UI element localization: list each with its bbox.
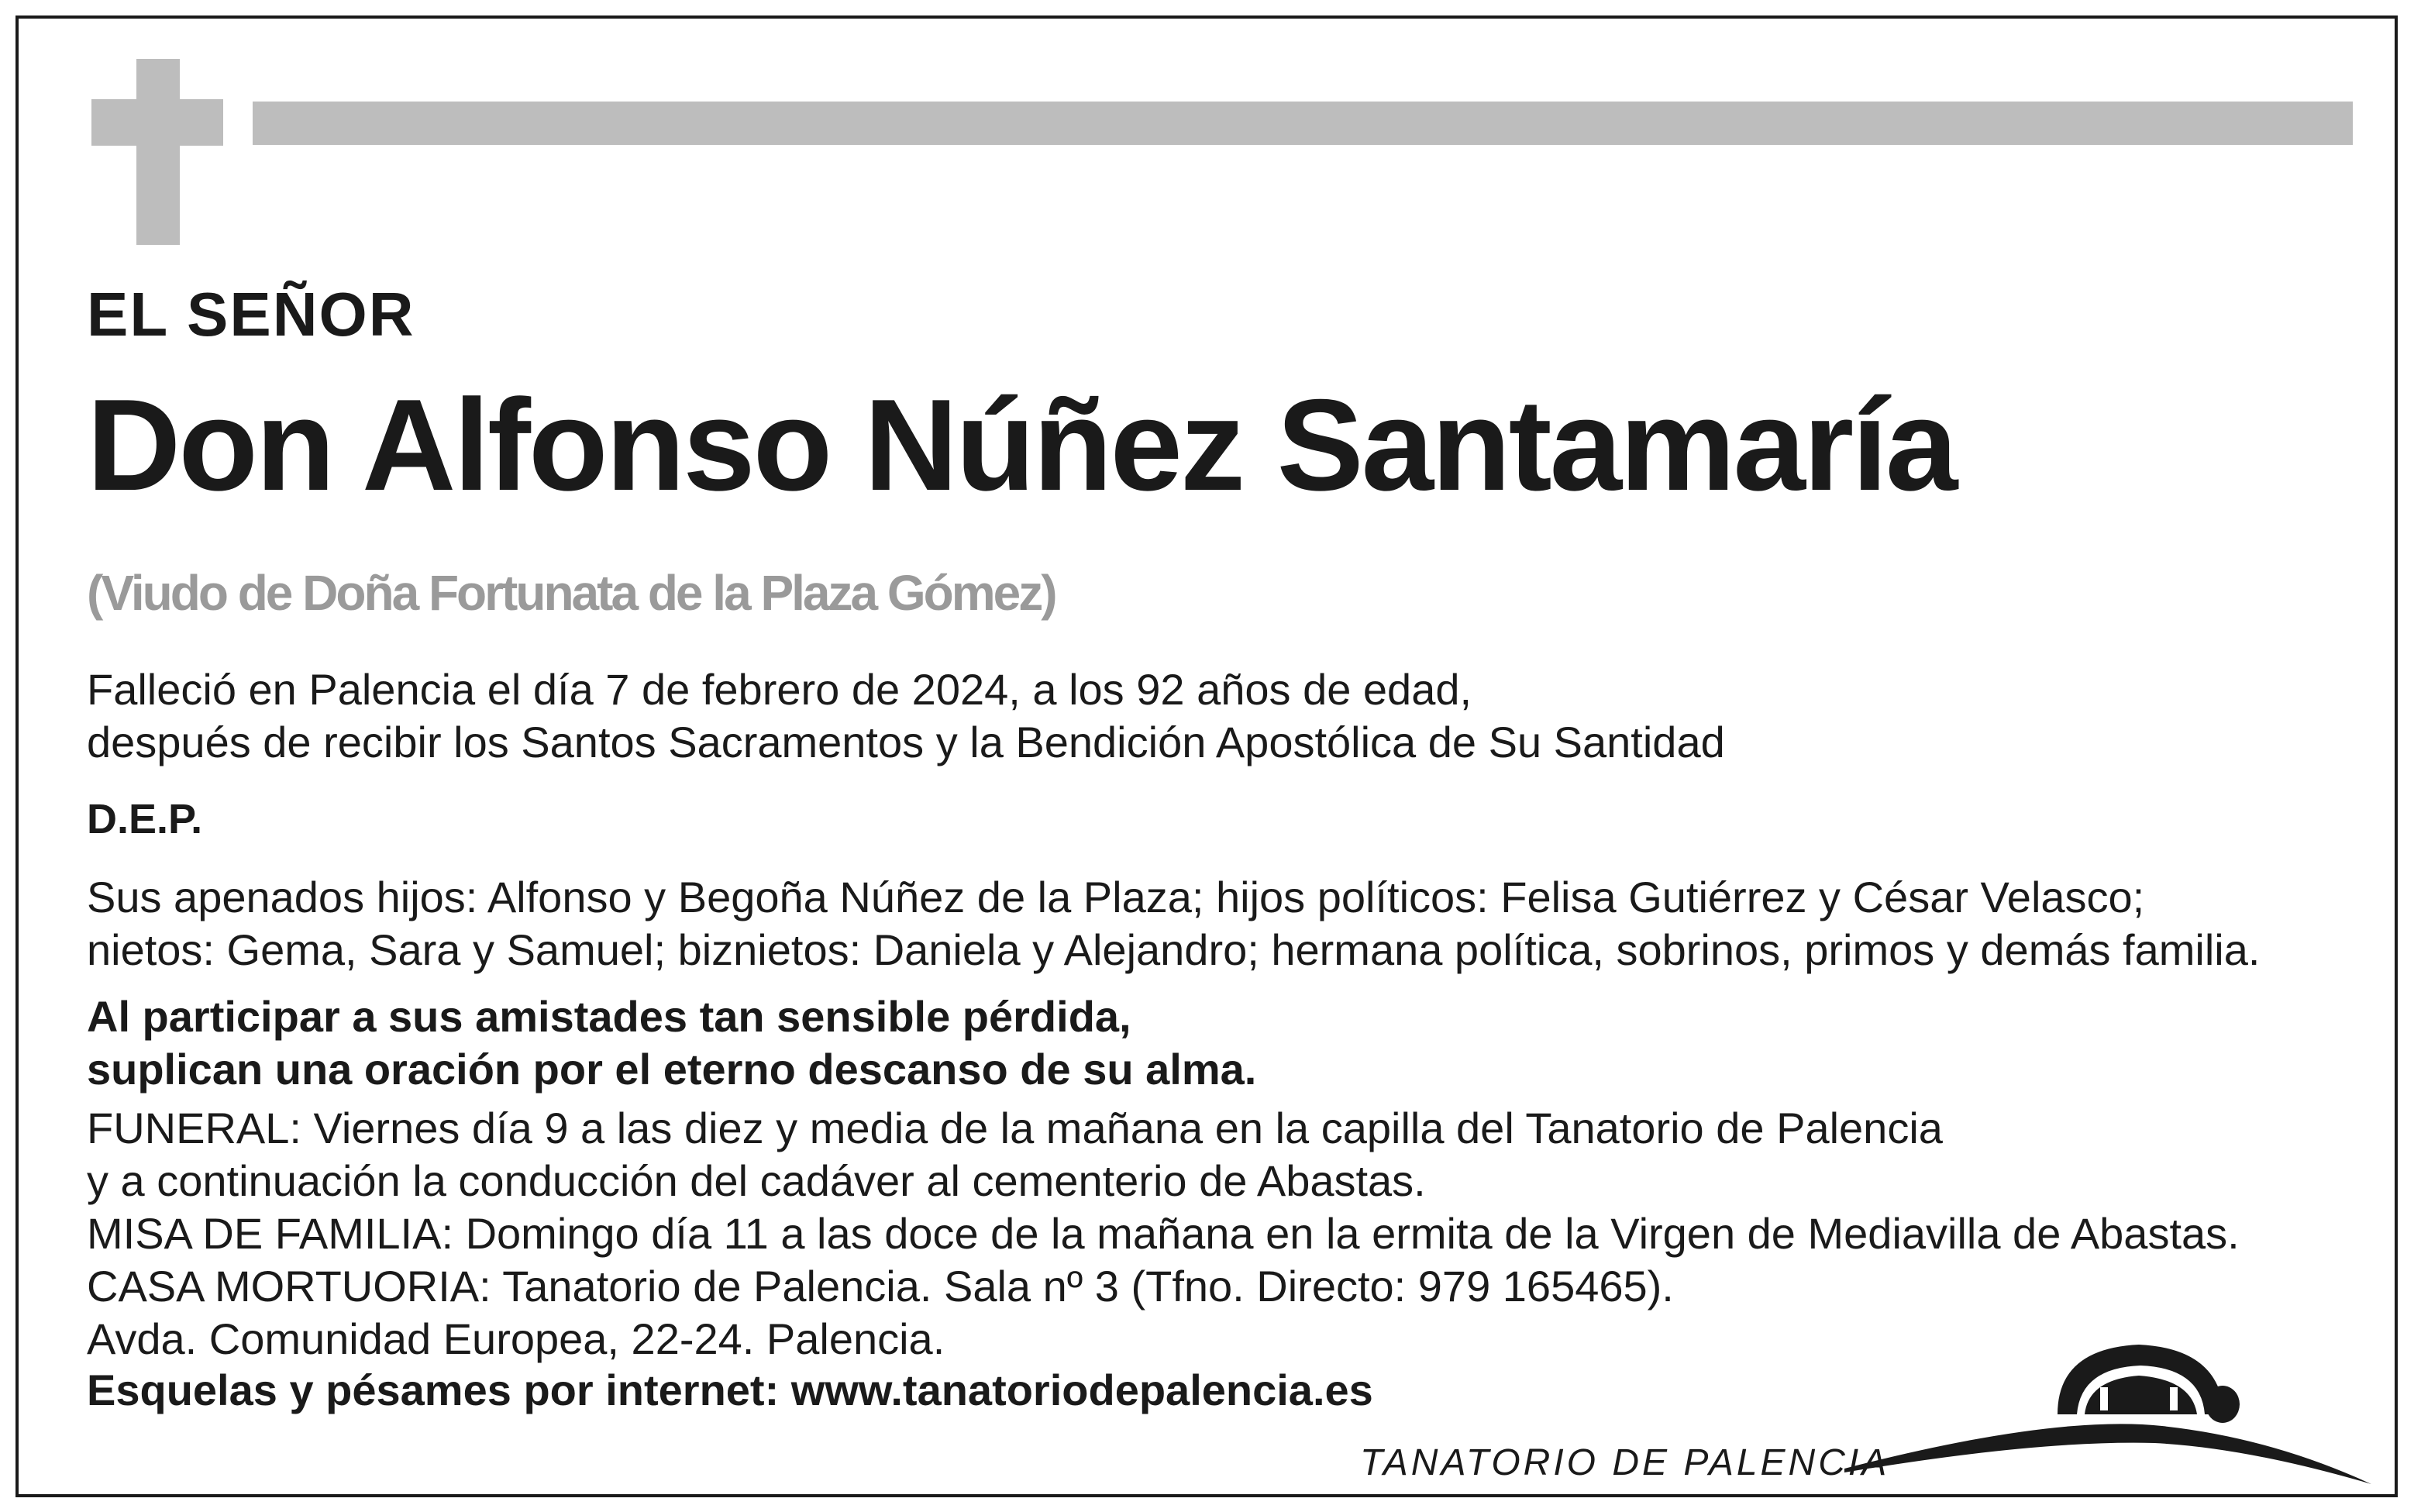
cross-vertical-bar [136,59,180,245]
family-line: Sus apenados hijos: Alfonso y Begoña Núñez de la Plaza; hijos políticos: Felisa Gutiérrez y César Velasco; [87,873,2145,921]
widow-of: (Viudo de Doña Fortunata de la Plaza Gómez) [87,565,1055,621]
cross-horizontal-bar [91,99,223,146]
funeral-home-logo-text: TANATORIO DE PALENCIA [1360,1442,1890,1483]
deceased-name: Don Alfonso Núñez Santamaría [87,372,1956,518]
prayer-line: Al participar a sus amistades tan sensible pérdida, [87,992,1131,1041]
dep-label: D.E.P. [87,796,203,842]
prayer-paragraph [87,990,1256,1096]
family-paragraph [87,871,2260,976]
family-mass-line: MISA DE FAMILIA: Domingo día 11 a las doce de la mañana en la ermita de la Virgen de Mediavilla de Abastas. [87,1209,2240,1258]
death-line: después de recibir los Santos Sacramentos y la Bendición Apostólica de Su Santidad [87,718,1725,766]
death-line: Falleció en Palencia el día 7 de febrero de 2024, a los 92 años de edad, [87,665,1472,714]
internet-link[interactable]: Esquelas y pésames por internet: www.tanatoriodepalencia.es [87,1366,1373,1414]
funeral-line: FUNERAL: Viernes día 9 a las diez y media de la mañana en la capilla del Tanatorio de Palencia [87,1104,1943,1152]
mortuary-line: CASA MORTUORIA: Tanatorio de Palencia. Sala nº 3 (Tfno. Directo: 979 165465). [87,1262,1674,1311]
death-paragraph [87,663,1725,769]
honorific: EL SEÑOR [87,280,415,349]
family-line: nietos: Gema, Sara y Samuel; biznietos: Daniela y Alejandro; hermana política, sobrinos, primos y demás familia. [87,925,2261,974]
funeral-paragraph [87,1102,2240,1366]
top-divider [253,102,2353,145]
prayer-line: suplican una oración por el eterno descanso de su alma. [87,1045,1257,1094]
address-line: Avda. Comunidad Europea, 22-24. Palencia. [87,1314,945,1363]
funeral-line: y a continuación la conducción del cadáver al cementerio de Abastas. [87,1156,1426,1205]
